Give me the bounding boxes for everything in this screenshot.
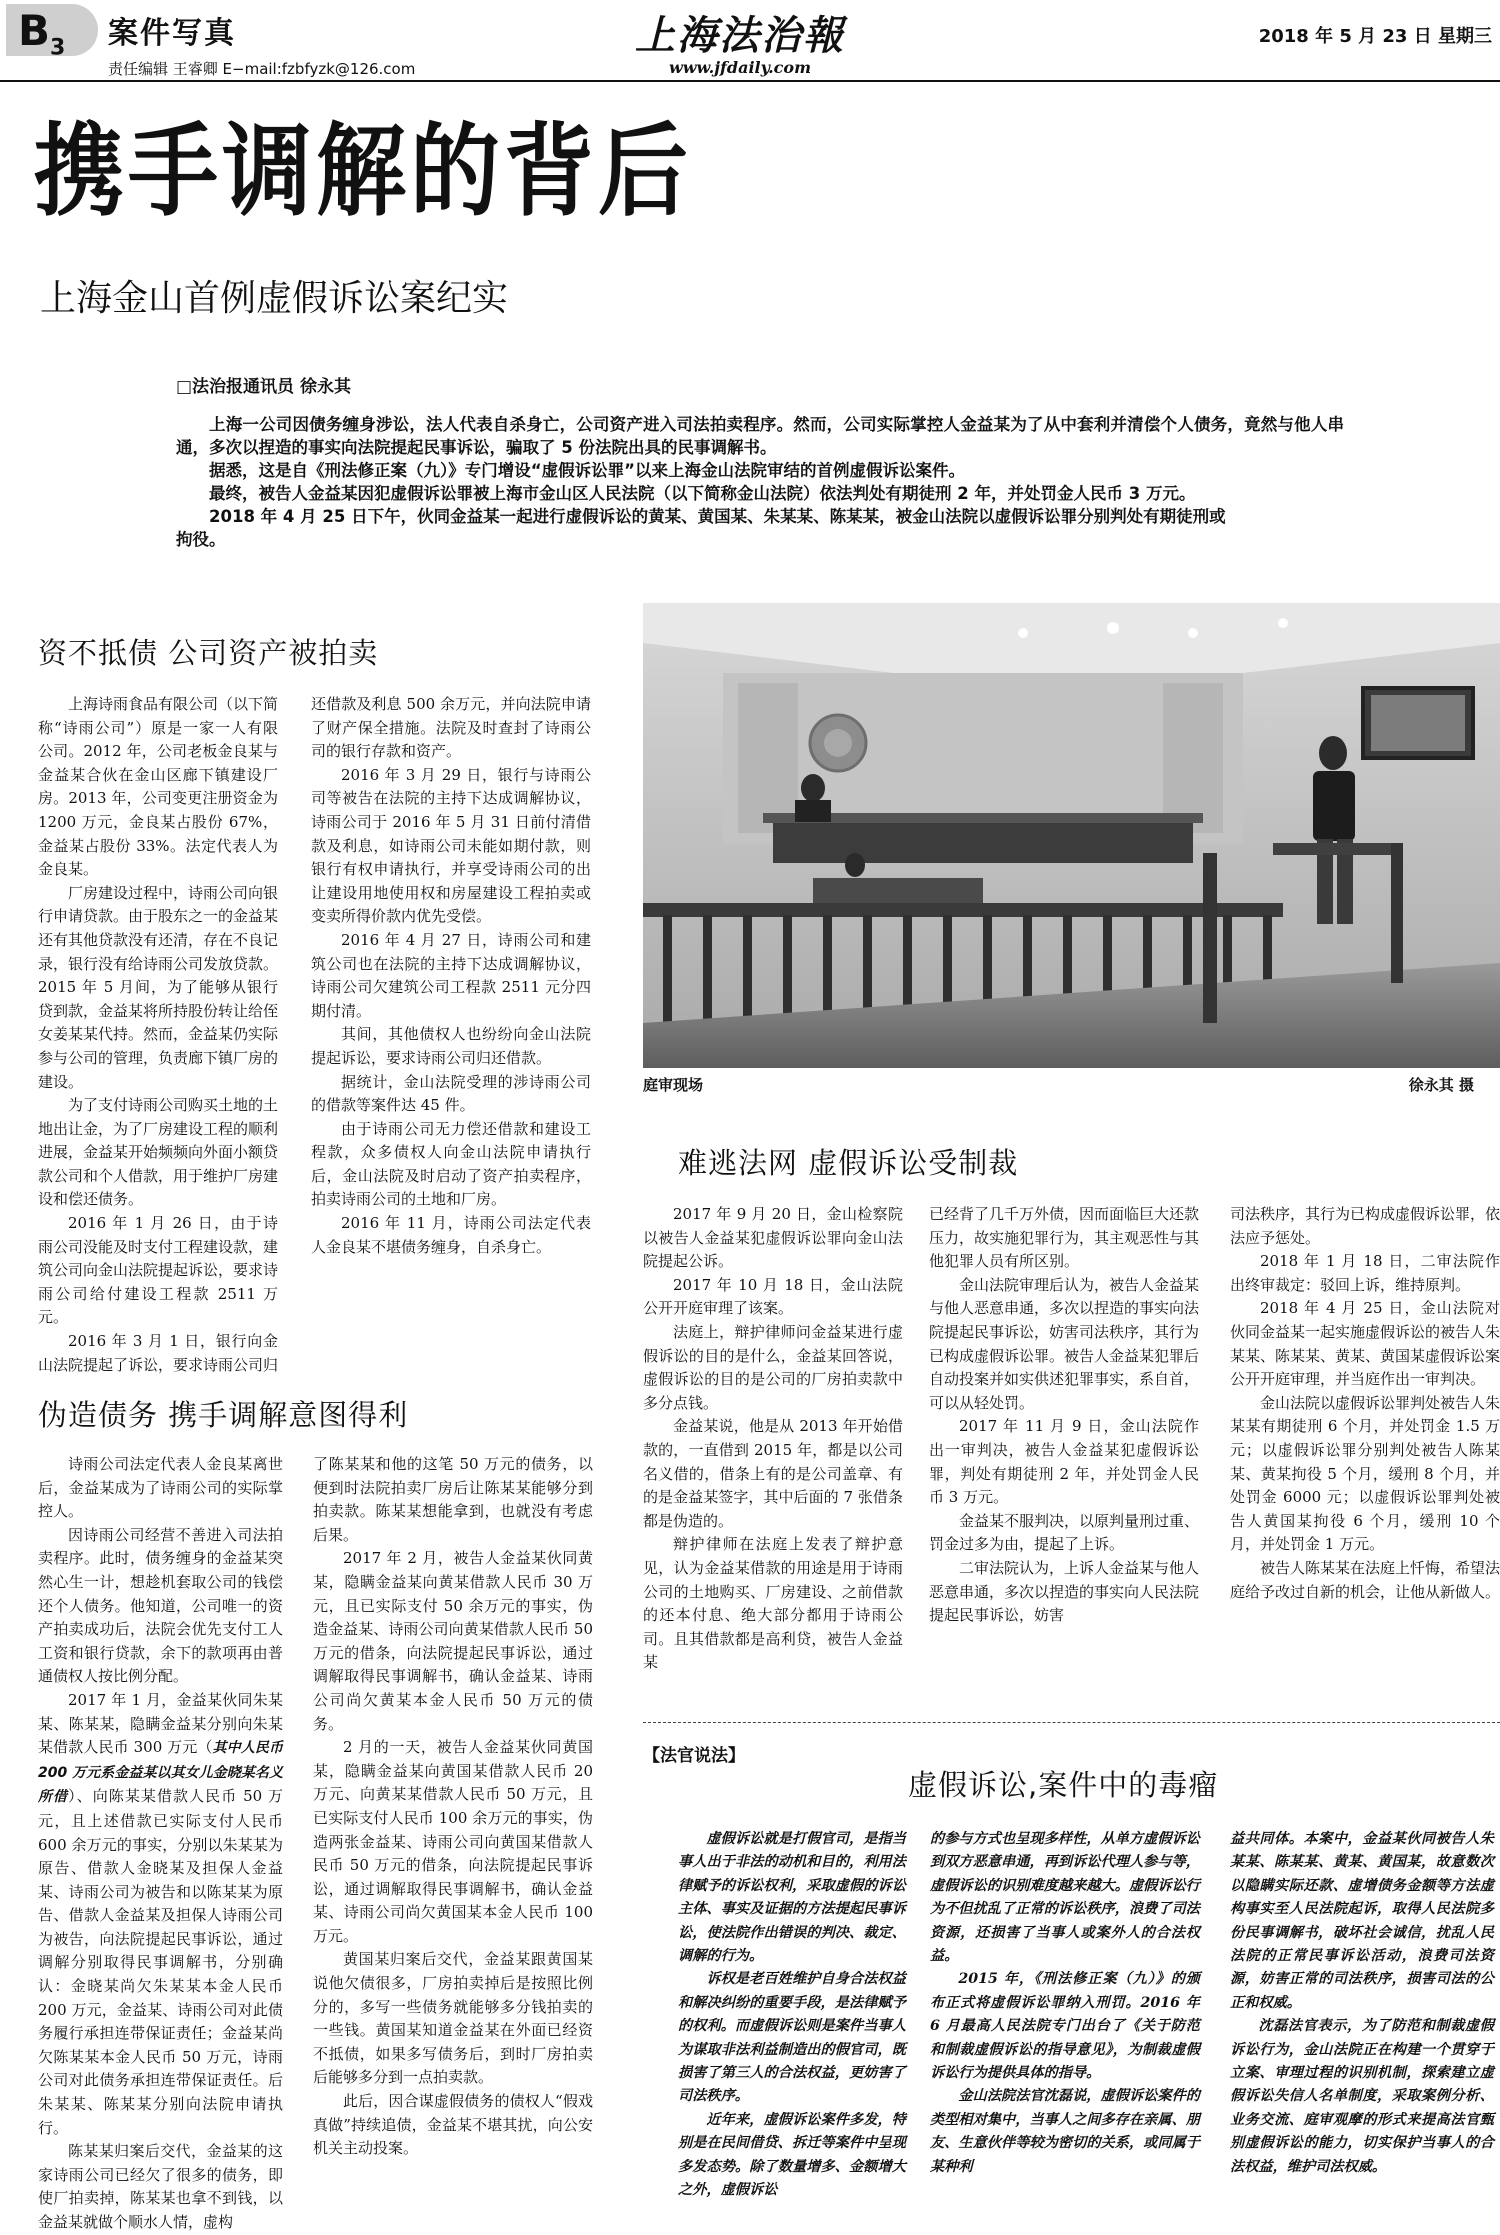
page-number: 3 [50,35,66,61]
judge-view-tag: 【法官说法】 [643,1746,745,1766]
paragraph: 陈某某归案后交代，金益某的这家诗雨公司已经欠了很多的债务，即使厂拍卖掉，陈某某也拿不到钱，以金益某就做个顺水人情，虚构 [38,2142,283,2231]
paragraph: 黄国某归案后交代，金益某跟黄国某说他欠债很多，厂房拍卖掉后是按照比例分的，多写一些债务就能够多分钱拍卖的一些钱。黄国某知道金益某在外面已经资不抵债，如果多写债务后，到时厂房拍卖后能够多分到一点拍卖款。 [313,1950,593,2087]
paragraph: 2017 年 9 月 20 日，金山检察院以被告人金益某犯虚假诉讼罪向金山法院提起公诉。 [643,1205,903,1271]
section1-column-1 [38,693,279,1374]
paragraph: 2017 年 2 月，被告人金益某伙同黄某，隐瞒金益某向黄某借款人民币 30 万元，且已实际支付 50 余万元的事实，伪造金益某、诗雨公司向黄某借款人民币 50 万元的借条，向法院提起民事诉讼，通过调解取得民事调解书，确认金益某、诗雨公司尚欠黄某本金人民币 50 万元的债务。 [313,1549,593,1733]
header-rule [0,80,1500,82]
paragraph: 二审法院认为，上诉人金益某与他人恶意串通，多次以捏造的事实向人民法院提起民事诉讼，妨害 [929,1558,1200,1625]
paragraph: 法庭上，辩护律师问金益某进行虚假诉讼的目的是什么，金益某回答说，虚假诉讼的目的是公司的厂房拍卖款中多分点钱。 [643,1322,903,1412]
judge-view-column-3 [1230,1828,1494,2227]
section3-column-1 [38,1453,284,2231]
courtroom-photo-illustration [643,603,1500,1068]
paragraph: 2018 年 4 月 25 日，金山法院对伙同金益某一起实施虚假诉讼的被告人朱某某、陈某某、黄某、黄国某虚假诉讼案公开开庭审理，并当庭作出一审判决。 [1230,1299,1500,1389]
paragraph: 由于诗雨公司无力偿还借款和建设工程款，众多债权人向金山法院申请执行后，金山法院及时启动了资产拍卖程序，拍卖诗雨公司的土地和厂房。 [311,1119,591,1209]
paragraph: 2018 年 1 月 18 日，二审法院作出终审裁定：驳回上诉，维持原判。 [1230,1252,1500,1294]
lead-paragraphs [176,413,1344,551]
paragraph [38,1689,283,2140]
section3-title: 伪造债务 携手调解意图得利 [38,1398,409,1432]
lead-paragraph: 最终，被告人金益某因犯虚假诉讼罪被上海市金山区人民法院（以下简称金山法院）依法判处有期徒刑 2 年，并处罚金人民币 3 万元。 [209,484,1196,503]
paragraph: 其间，其他债权人也纷纷向金山法院提起诉讼，要求诗雨公司归还借款。 [311,1025,591,1067]
paragraph-text: 民币 50 万元，且上述借款已实际支付人民币 600 余万元的事实，分别以朱某某为原告、借款人金晓某及担保人金益某、诗雨公司为被告和以陈某某为原告、借款人金益某及担保人诗雨公司为被告，向法院提起民事诉讼，通过调解分别取得民事调解书，分别确认：金晓某尚欠朱某某本金人民币 200 万元，金益某、诗雨公司对此债务履行承担连带保证责任；金益某尚欠陈某某本金人民币 50 万元，诗雨公司对此债务承担连带保证责任。后朱某某、陈某某分别向法院申请执行。 [38,1787,284,2137]
lead-paragraph: 2018 年 4 月 25 日下午，伙同金益某一起进行虚假诉讼的黄某、黄国某、朱某某、陈某某，被金山法院以虚假诉讼罪分别判处有期徒刑或 [209,507,1226,526]
judge-view-column-2 [930,1828,1200,2227]
paragraph: 因诗雨公司经营不善进入司法拍卖程序。此时，债务缠身的金益某突然心生一计，想趁机套取公司的钱偿还个人债务。他知道，公司唯一的资产拍卖成功后，法院会优先支付工人工资和银行贷款，余下的款项再由普通债权人按比例分配。 [38,1525,283,1686]
paragraph: 为了支付诗雨公司购买土地的土地出让金，为了厂房建设工程的顺利进展，金益某开始频频向外面小额贷款公司和个人借款，用于维护厂房建设和偿还债务。 [38,1096,279,1209]
paragraph: 2016 年 3 月 29 日，银行与诗雨公司等被告在法院的主持下达成调解协议，诗雨公司于 2016 年 5 月 31 日前付清借款及利息，如诗雨公司未能如期付款，则银行有权申请执行，并享受诗雨公司的出让建设用地使用权和房屋建设工程拍卖或变卖所得价款内优先受偿。 [311,765,591,926]
courtroom-photo [643,603,1500,1068]
paragraph: 2016 年 4 月 27 日，诗雨公司和建筑公司也在法院的主持下达成调解协议，诗雨公司欠建筑公司工程款 2511 元分四期付清。 [311,930,591,1020]
section2-column-1 [643,1203,903,1703]
paragraph: 虚假诉讼就是打假官司，是指当事人出于非法的动机和目的，利用法律赋予的诉讼权利，采取虚假的诉讼主体、事实及证据的方法提起民事诉讼，使法院作出错误的判决、裁定、调解的行为。 [678,1831,906,1965]
paragraph: 沈磊法官表示，为了防范和制裁虚假诉讼行为，金山法院正在构建一个贯穿于立案、审理过程的识别机制，探索建立虚假诉讼失信人名单制度，采取案例分析、业务交流、庭审观摩的形式来提高法官甄别虚假诉讼的能力，切实保护当事人的合法权益，维护司法权威。 [1230,2018,1494,2175]
paragraph: 益共同体。本案中，金益某伙同被告人朱某某、陈某某、黄某、黄国某，故意数次以隐瞒实际还款、虚增债务金额等方法虚构事实至人民法院起诉，取得人民法院多份民事调解书，破坏社会诚信，扰乱人民法院的正常民事诉讼活动，浪费司法资源，妨害正常的司法秩序，损害司法的公正和权威。 [1230,1831,1494,2011]
subtitle: 上海金山首例虚假诉讼案纪实 [40,278,509,319]
paragraph: 2015 年，《刑法修正案（九）》的颁布正式将虚假诉讼罪纳入刑罚。2016 年 6 月最高人民法院专门出台了《关于防范和制裁虚假诉讼的指导意见》，为制裁虚假诉讼行为提供具体的指导。 [930,1971,1200,2082]
paragraph: 司法秩序，其行为已构成虚假诉讼罪，依法应予惩处。 [1230,1205,1500,1247]
section2-column-2 [929,1203,1199,1703]
headline: 携手调解的背后 [34,113,692,231]
paragraph: 金山法院审理后认为，被告人金益某与他人恶意串通，多次以捏造的事实向法院提起民事诉讼，妨害司法秩序，其行为已构成虚假诉讼罪。被告人金益某犯罪后自动投案并如实供述犯罪事实，系自首，可以从轻处罚。 [929,1275,1200,1412]
section2-title: 难逃法网 虚假诉讼受制裁 [678,1146,1019,1180]
photo-caption: 庭审现场 [643,1076,704,1094]
section2-column-3 [1230,1203,1500,1703]
paragraph: 厂房建设过程中，诗雨公司向银行申请贷款。由于股东之一的金益某还有其他贷款没有还清，存在不良记录，银行没有给诗雨公司发放贷款。2015 年 5 月间，为了能够从银行贷到款，金益某将所持股份转让给侄女姜某某代持。然而，金益某仍实际参与公司的管理，负责廊下镇厂房的建设。 [38,883,279,1091]
paragraph: 金山法院以虚假诉讼罪判处被告人朱某某有期徒刑 6 个月，并处罚金 1.5 万元；以虚假诉讼罪分别判处被告人陈某某、黄某拘役 5 个月，缓刑 8 个月，并处罚金 6000 元；以虚假诉讼罪判处被告人黄国某拘役 6 个月，缓刑 10 个月，并处罚金 1 万元。 [1230,1393,1500,1554]
paragraph: 金益某说，他是从 2013 年开始借款的，一直借到 2015 年，都是以公司名义借的，借条上有的是公司盖章、有的是金益某签字，其中后面的 7 张借条都是伪造的。 [643,1417,903,1530]
box-top-border [643,1722,1500,1723]
editor-line: 责任编辑 王睿卿 E−mail:fzbfyzk@126.com [108,60,416,78]
paragraph: 已经背了几千万外债，因而面临巨大还款压力，故实施犯罪行为，其主观恶性与其他犯罪人员有所区别。 [929,1205,1200,1271]
byline: □法治报通讯员 徐永其 [176,377,351,397]
paragraph: 此后，因合谋虚假债务的债权人“假戏真做”持续追债，金益某不堪其扰，向公安机关主动投案。 [313,2092,593,2158]
paragraph: 2017 年 11 月 9 日，金山法院作出一审判决，被告人金益某犯虚假诉讼罪，判处有期徒刑 2 年，并处罚金人民币 3 万元。 [929,1417,1199,1507]
masthead-logo: 上海法治報 [635,12,845,59]
paragraph: 诉权是老百姓维护自身合法权益和解决纠纷的重要手段，是法律赋予的权利。而虚假诉讼则是案件当事人为谋取非法利益制造出的假官司，既损害了第三人的合法权益，更妨害了司法秩序。 [678,1971,906,2105]
judge-view-column-1 [678,1828,906,2227]
paragraph: 被告人陈某某在法庭上忏悔，希望法庭给予改过自新的机会，让他从新做人。 [1230,1558,1500,1601]
paragraph: 还借款及利息 500 余万元，并向法院申请了财产保全措施。法院及时查封了诗雨公司的银行存款和资产。 [311,695,591,761]
judge-view-title: 虚假诉讼,案件中的毒瘤 [908,1768,1219,1802]
paragraph: 2 月的一天，被告人金益某伙同黄国某，隐瞒金益某向黄国某借款人民币 20 万元、向黄某某借款人民币 50 万元，且已实际支付人民币 100 余万元的事实，伪造两张金益某、诗雨公司向黄国某借款人民币 50 万元的借条，向法院提起民事诉讼，通过调解取得民事调解书，确认金益某、诗雨公司尚欠黄国某本金人民币 100 万元。 [313,1738,593,1945]
paragraph: 上海诗雨食品有限公司（以下简称“诗雨公司”）原是一家一人有限公司。2012 年，公司老板金良某与金益某合伙在金山区廊下镇建设厂房。2013 年，公司变更注册资金为 1200 万元，金良某占股份 67%，金益某占股份 33%。法定代表人为金良某。 [38,695,279,879]
section3-column-2 [313,1453,593,2227]
paragraph: 的参与方式也呈现多样性，从单方虚假诉讼到双方恶意串通，再到诉讼代理人参与等，虚假诉讼的识别难度越来越大。虚假诉讼行为不但扰乱了正常的诉讼秩序，浪费了司法资源，还损害了当事人或案外人的合法权益。 [930,1831,1200,1965]
paragraph-text: 2017 年 1 月，金益某伙同朱某某、陈某某，隐瞒金益某分别向朱某某借款人民币 300 万元（ [38,1690,283,1757]
website-url: www.jfdaily.com [668,58,812,77]
lead-paragraph: 上海一公司因债务缠身涉讼，法人代表自杀身亡，公司资产进入司法拍卖程序。然而，公司实际掌控人金益某为了从中套利并清偿个人债务，竟然与他人串通，多次以捏造的事实向法院提起民事诉讼，骗取了 5 份法院出具的民事调解书。 [176,415,1344,457]
paragraph: 诗雨公司法定代表人金良某离世后，金益某成为了诗雨公司的实际掌控人。 [38,1455,283,1521]
paragraph: 辩护律师在法庭上发表了辩护意见，认为金益某借款的用途是用于诗雨公司的土地购买、厂房建设、之前借款的还本付息、绝大部分都用于诗雨公司。且其借款都是高利贷，被告人金益某 [643,1535,903,1672]
paragraph: 2016 年 1 月 26 日，由于诗雨公司没能及时支付工程建设款，建筑公司向金山法院提起诉讼，要求诗雨公司给付建设工程款 2511 万元。 [38,1214,279,1327]
paragraph: 近年来，虚假诉讼案件多发，特别是在民间借贷、拆迁等案件中呈现多发态势。除了数量增多、金额增大之外，虚假诉讼 [678,2111,906,2199]
paragraph-text: ）、向陈某某借款人 [68,1787,206,1806]
paragraph: 金山法院法官沈磊说，虚假诉讼案件的类型相对集中，当事人之间多存在亲属、朋友、生意伙伴等较为密切的关系，或同属于某种利 [930,2088,1200,2175]
lead-paragraph: 据悉，这是自《刑法修正案（九）》专门增设“虚假诉讼罪”以来上海金山法院审结的首例虚假诉讼案件。 [209,461,965,480]
page-number-badge [6,4,98,61]
paragraph: 2016 年 11 月，诗雨公司法定代表人金良某不堪债务缠身，自杀身亡。 [311,1214,591,1256]
paragraph: 了陈某某和他的这笔 50 万元的债务，以便到时法院拍卖厂房后让陈某某能够分到拍卖款。陈某某想能拿到，也就没有考虑后果。 [313,1455,593,1544]
paragraph: 2016 年 3 月 1 日，银行向金山法院提起了诉讼，要求诗雨公司归 [38,1332,279,1374]
emphasis-note: 其中人民币 200 万元系金益某以其女儿金晓某名义所借 [38,1740,284,1806]
photo-credit: 徐永其 摄 [1408,1076,1474,1094]
section-name: 案件写真 [108,16,236,51]
issue-date: 2018 年 5 月 23 日 星期三 [1258,26,1492,47]
paragraph: 金益某不服判决，以原判量刑过重、罚金过多为由，提起了上诉。 [929,1511,1200,1554]
section1-title: 资不抵债 公司资产被拍卖 [38,636,379,670]
lead-paragraph: 拘役。 [176,530,226,549]
paragraph: 2017 年 10 月 18 日，金山法院公开开庭审理了该案。 [643,1275,903,1318]
section1-column-2 [311,693,591,1323]
page-letter: B [18,6,51,55]
paragraph: 据统计，金山法院受理的涉诗雨公司的借款等案件达 45 件。 [311,1072,591,1115]
